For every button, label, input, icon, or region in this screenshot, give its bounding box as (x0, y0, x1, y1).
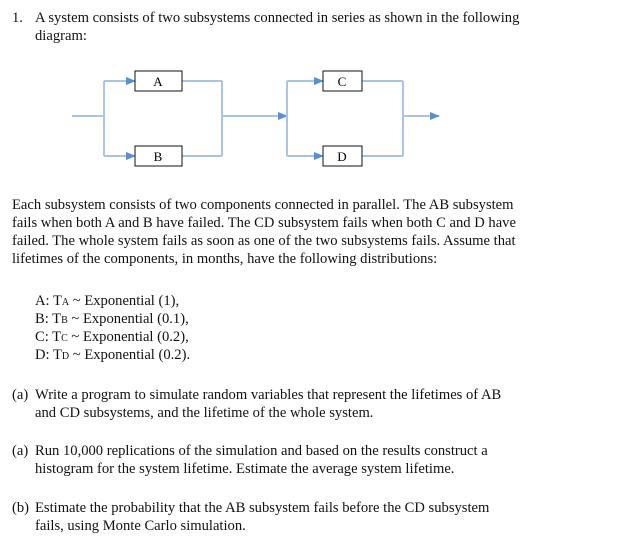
description-line2: fails when both A and B have failed. The CD subsystem fails when both C and D have (12, 215, 516, 231)
part-text-line2: and CD subsystems, and the lifetime of the whole system. (35, 405, 374, 421)
description-line4: lifetimes of the components, in months, have the following distributions: (12, 251, 438, 267)
distribution-b: B: TB ~ Exponential (0.1), (35, 311, 189, 327)
distribution-a: A: TA ~ Exponential (1), (35, 293, 180, 309)
component-label-a: A (153, 74, 163, 89)
system-diagram (0, 0, 635, 180)
description-line1: Each subsystem consists of two components connected in parallel. The AB subsystem (12, 197, 514, 213)
part-label: (a) (12, 443, 29, 459)
part-text-line2: fails, using Monte Carlo simulation. (35, 518, 246, 534)
component-label-b: B (153, 149, 163, 164)
component-label-c: C (337, 74, 347, 89)
question-number: 1. (12, 10, 23, 26)
part-text-line1: Run 10,000 replications of the simulation and based on the results construct a (35, 443, 488, 459)
description-line3: failed. The whole system fails as soon as one of the two subsystems fails. Assume that (12, 233, 516, 249)
part-text-line1: Write a program to simulate random variables that represent the lifetimes of AB (35, 387, 502, 403)
part-text-line1: Estimate the probability that the AB subsystem fails before the CD subsystem (35, 500, 490, 516)
question-intro-line2: diagram: (35, 28, 87, 44)
distribution-c: C: TC ~ Exponential (0.2), (35, 329, 189, 345)
diagram-connectors (72, 81, 439, 156)
distribution-d: D: TD ~ Exponential (0.2). (35, 347, 191, 363)
part-text-line2: histogram for the system lifetime. Estimate the average system lifetime. (35, 461, 455, 477)
part-label: (b) (12, 500, 30, 516)
question-intro-line1: A system consists of two subsystems connected in series as shown in the following (35, 10, 520, 26)
component-label-d: D (337, 149, 347, 164)
part-label: (a) (12, 387, 29, 403)
